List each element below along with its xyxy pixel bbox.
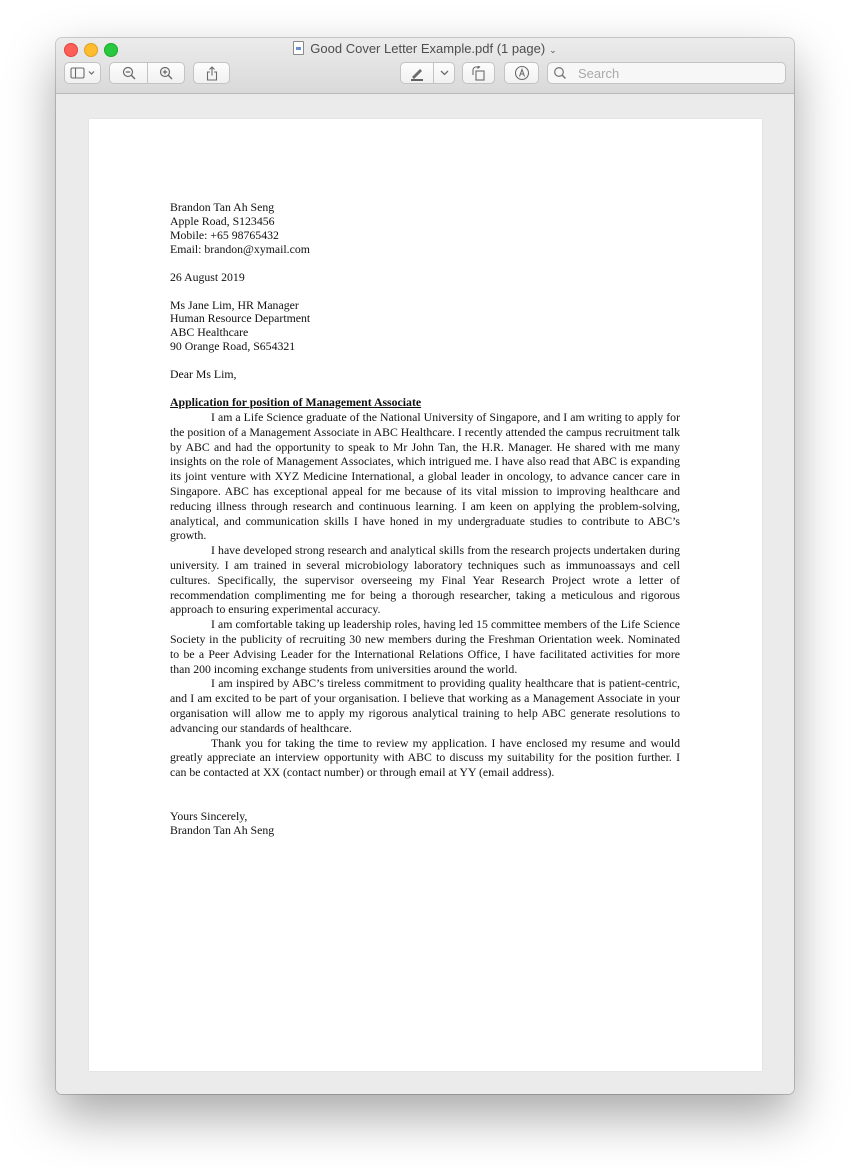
markup-toolbar-button[interactable] [504,62,539,84]
markup-button[interactable] [400,62,434,84]
signature-name: Brandon Tan Ah Seng [170,822,275,837]
zoom-in-button[interactable] [147,62,185,84]
search-input[interactable] [574,66,778,81]
recipient-name: Ms Jane Lim, HR Manager [170,297,299,312]
chevron-down-icon: ⌄ [549,45,557,55]
preview-window [56,38,794,1094]
search-icon [552,66,574,80]
recipient-address [170,299,680,355]
sender-street: Apple Road, S123456 [170,213,275,228]
sidebar-icon [70,67,96,79]
window-title-text: Good Cover Letter Example.pdf (1 page) [310,41,546,56]
zoom-out-button[interactable] [109,62,148,84]
pdf-document-icon [293,41,304,55]
recipient-company: ABC Healthcare [170,325,249,340]
body-paragraph: I am comfortable taking up leadership roles, having led 15 committee members of the Life Science Society in the publicity of recruiting 30 new members during the Freshman Orientation week. Nominated to be a Peer Advising Leader for the International Relations Office, I have facilitated activities for more than 200 incoming exchange students from universities around the world. [170,617,680,676]
zoom-in-icon [159,66,173,80]
markup-options-button[interactable] [433,62,455,84]
share-button[interactable] [193,62,230,84]
body-paragraph: Thank you for taking the time to review my application. I have enclosed my resume and would greatly appreciate an interview opportunity with ABC to discuss my suitability for the position further. I can be contacted at XX (contact number) or through email at YY (email address). [170,735,680,780]
salutation: Dear Ms Lim, [170,367,237,382]
sender-mobile: Mobile: +65 98765432 [170,227,279,242]
closing: Yours Sincerely, [170,808,248,823]
search-field[interactable] [547,62,786,84]
chevron-down-icon [440,70,449,76]
rotate-button[interactable] [462,62,495,84]
subject-line: Application for position of Management Associate [170,395,422,410]
pdf-page [89,119,762,1071]
sender-address [170,201,680,257]
sender-name: Brandon Tan Ah Seng [170,200,275,214]
cover-letter [170,201,680,838]
recipient-department: Human Resource Department [170,311,311,326]
letter-date: 26 August 2019 [170,269,245,284]
recipient-street: 90 Orange Road, S654321 [170,339,296,354]
share-icon [206,66,218,81]
markup-circle-icon [514,65,530,81]
title-bar[interactable] [56,38,794,94]
rotate-icon [471,66,486,81]
sender-email: Email: brandon@xymail.com [170,241,310,256]
window-title[interactable] [56,41,794,56]
body-paragraph: I am a Life Science graduate of the National University of Singapore, and I am writing to apply for the position of a Management Associate in ABC Healthcare. I recently attended the campus recruitment talk by ABC and had the opportunity to speak to Mr John Tan, the H.R. Manager. He shared with me many insights on the role of Management Associates, which intrigued me. I have also read that ABC is expanding its joint venture with XYZ Medicine International, a global leader in oncology, to advance cancer care in Singapore. ABC has exceptional appeal for me because of its vital mission to improving healthcare and reducing illness through research and continuous learning. I am keen on applying the problem-solving, analytical, and communication skills I have honed in my undergraduate studies to contribute to ABC’s growth. [170,409,680,543]
body-paragraph: I am inspired by ABC’s tireless commitment to providing quality healthcare that is patient-centric, and I am excited to be part of your organisation. I believe that working as a Management Associate in your organisation will allow me to apply my rigorous analytical training to help ABC generate resolutions to advancing our standards of healthcare. [170,676,680,735]
pen-icon [409,66,425,81]
zoom-out-icon [122,66,136,80]
body-paragraph: I have developed strong research and analytical skills from the research projects undertaken during university. I am trained in several microbiology laboratory techniques such as immunoassays and cell cultures. Specifically, the supervisor overseeing my Final Year Research Project wrote a letter of recommendation complimenting me for being a thorough researcher, taking a meticulous and rigorous approach to ensuring experimental accuracy. [170,543,680,617]
closing-block [170,810,680,838]
document-viewer[interactable] [56,94,794,1094]
sidebar-view-button[interactable] [64,62,101,84]
